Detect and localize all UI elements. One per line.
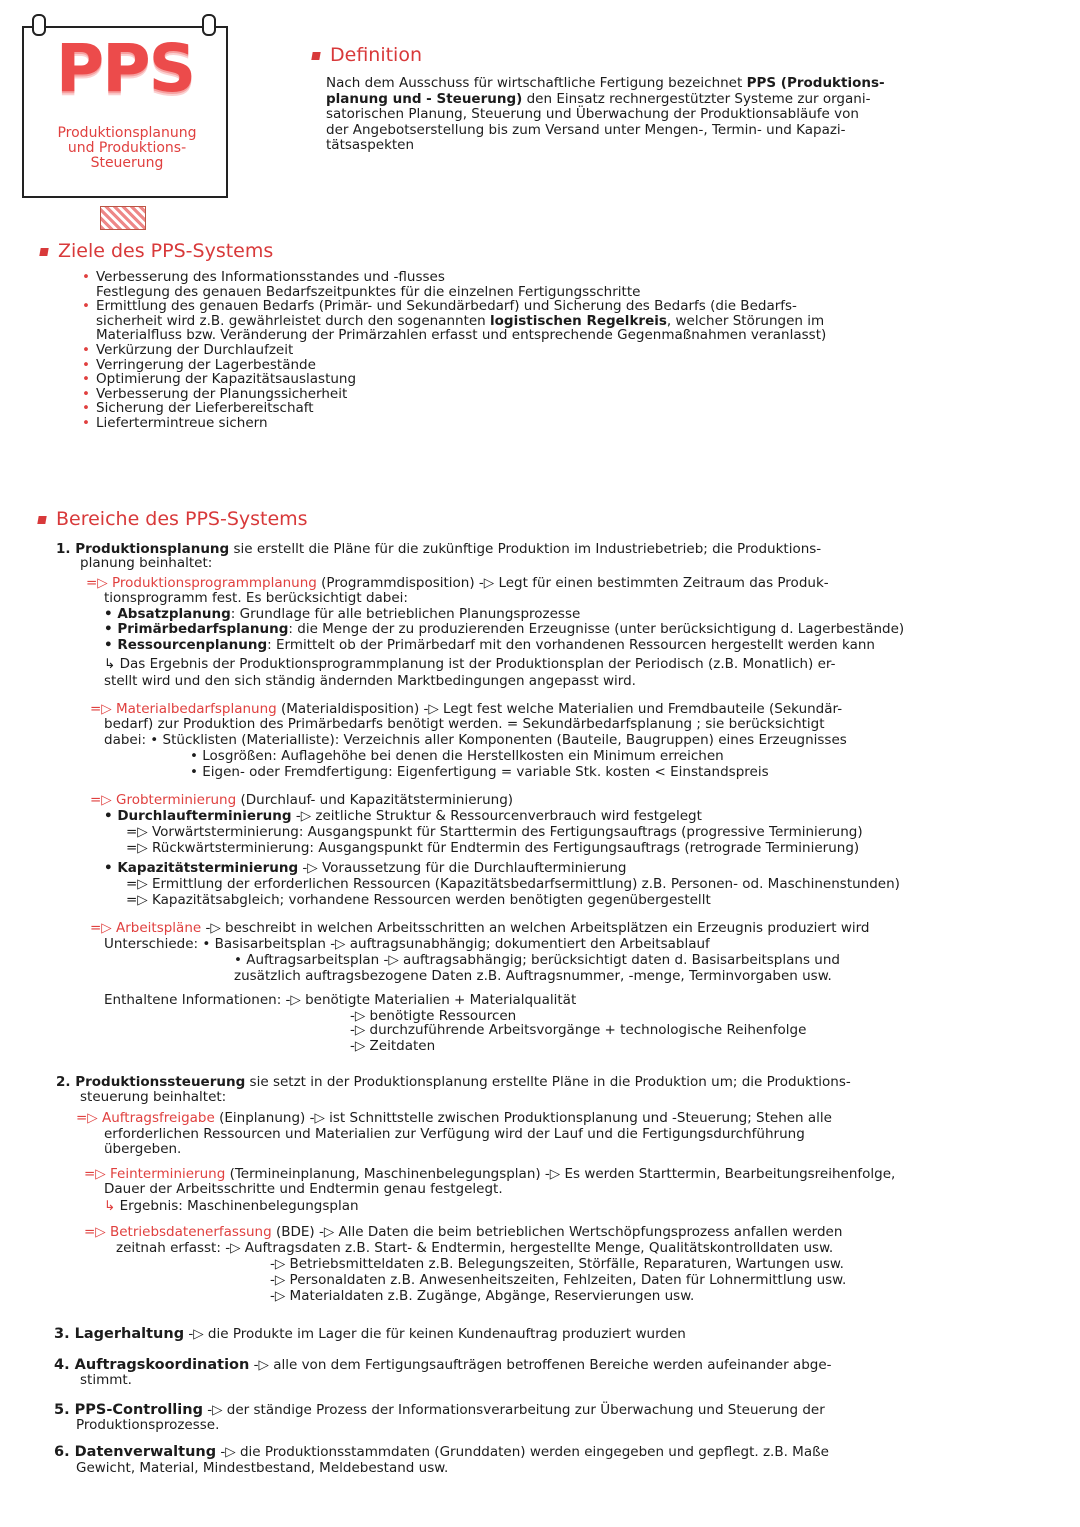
line-text: -▷ Personaldaten z.B. Anwesenheitszeiten, Fehlzeiten, Daten für Lohnermittlung usw.: [270, 1272, 847, 1288]
line-text: zusätzlich auftragsbezogene Daten z.B. Auftragsnummer, -menge, Terminvorgaben usw.: [234, 968, 832, 984]
red-label: =▷ Auftragsfreigabe: [76, 1110, 215, 1126]
rest-line: [54, 1402, 825, 1418]
bullet-dot-icon: •: [82, 341, 90, 358]
ziel-text: Liefertermintreue sichern: [96, 414, 268, 431]
ziel-text: sicherheit wird z.B. gewährleistet durch den sogenannten: [96, 312, 491, 329]
ziele-heading: [40, 240, 273, 262]
tape-icon: [100, 206, 146, 230]
rest-line: [54, 1357, 832, 1373]
line-text: : Grundlage für alle betrieblichen Planungsprozesse: [230, 606, 581, 622]
bereiche-line: [126, 892, 711, 908]
bullet-dot-icon: •: [82, 269, 90, 285]
bereiche-line: [104, 637, 875, 653]
ziel-item: [82, 299, 1062, 314]
line-text: übergeben.: [104, 1141, 182, 1157]
bold-label: • Durchlaufterminierung: [104, 808, 292, 824]
line-text: =▷ Rückwärtsterminierung: Ausgangspunkt für Endtermin des Fertigungsauftrags (retrograde Terminierung): [126, 840, 860, 856]
rest-line: [76, 1460, 448, 1476]
line-text: sie erstellt die Pläne für die zukünftige Produktion im Industriebetrieb; die Produktions-: [229, 541, 822, 557]
bereiche-line: [104, 808, 702, 824]
ziel-bold: logistischen Regelkreis: [490, 312, 667, 329]
line-text: ↳ Das Ergebnis der Produktionsprogrammplanung ist der Produktionsplan der Periodisch (z.B. Monatlich) er-: [104, 656, 836, 672]
bereiche-line: [90, 792, 513, 808]
line-text: =▷ Ermittlung der erforderlichen Ressourcen (Kapazitätsbedarfsermittlung) z.B. Personen- od. Maschinenstunden): [126, 876, 900, 892]
line-text: (BDE) -▷ Alle Daten die beim betrieblichen Wertschöpfungsprozess anfallen werden: [271, 1224, 843, 1240]
definition-line: [326, 92, 1066, 108]
line-text: -▷ durchzuführende Arbeitsvorgänge + technologische Reihenfolge: [350, 1022, 807, 1038]
line-text: erforderlichen Ressourcen und Materialien zur Verfügung wird der Lauf und die Fertigungsdurchführung: [104, 1126, 805, 1142]
line-text: -▷ zeitliche Struktur & Ressourcenverbrauch wird festgelegt: [291, 808, 702, 824]
line-text: -▷ Voraussetzung für die Durchlaufterminierung: [298, 860, 627, 876]
definition-text: Nach dem Ausschuss für wirtschaftliche Fertigung bezeichnet: [326, 75, 747, 91]
bereiche-heading-text: Bereiche des PPS-Systems: [56, 508, 308, 530]
line-text: • Losgrößen: Auflagehöhe bei denen die Herstellkosten ein Minimum erreichen: [190, 748, 724, 764]
ziel-text: Verringerung der Lagerbestände: [96, 356, 316, 373]
steuerung-line: [270, 1256, 844, 1272]
ziele-list: [82, 270, 1062, 431]
card-subtitle: [42, 126, 212, 171]
definition-text: den Einsatz rechnergestützter Systeme zur organi-: [522, 90, 871, 107]
ziel-item: [82, 285, 1062, 300]
bullet-dot-icon: •: [82, 385, 90, 402]
bullet-dot-icon: •: [82, 400, 90, 417]
line-text: Produktionsprozesse.: [76, 1417, 220, 1433]
ziel-item: [82, 358, 1062, 373]
rest-line: [76, 1417, 219, 1433]
line-text: Unterschiede: • Basisarbeitsplan -▷ auftragsunabhängig; dokumentiert den Arbeitsablauf: [104, 936, 710, 952]
steuerung-line: [84, 1166, 895, 1182]
bereiche-line: [104, 860, 627, 876]
line-text: =▷ Kapazitätsabgleich; vorhandene Ressourcen werden benötigten gegenübergestellt: [126, 892, 711, 908]
bold-label: 6. Datenverwaltung: [54, 1444, 217, 1460]
bold-label: 4. Auftragskoordination: [54, 1357, 250, 1373]
ziel-item: [82, 270, 1062, 285]
bereiche-line: [190, 748, 724, 764]
line-text: =▷ Vorwärtsterminierung: Ausgangspunkt für Starttermin des Fertigungsauftrags (progressive Terminierung): [126, 824, 863, 840]
line-text: -▷ alle von dem Fertigungsaufträgen betroffenen Bereiche werden aufeinander abge-: [249, 1357, 832, 1373]
bereiche-line: [104, 606, 580, 622]
ziel-text: Ermittlung des genauen Bedarfs (Primär- und Sekundärbedarf) und Sicherung des Bedarfs (die Bedarfs-: [96, 298, 797, 315]
ziel-item: [82, 401, 1062, 416]
ziel-item: [82, 328, 1062, 343]
steuerung-line: [116, 1240, 833, 1256]
line-text: (Einplanung) -▷ ist Schnittstelle zwischen Produktionsplanung und -Steuerung; Stehen alle: [214, 1110, 832, 1126]
bereiche-line: [104, 716, 825, 732]
bereiche-line: [90, 920, 870, 936]
square-bullet-icon: [37, 516, 46, 524]
line-text: stellt wird und den sich ständig ändernden Marktbedingungen angepasst wird.: [104, 673, 636, 689]
steuerung-line: [80, 1089, 226, 1105]
definition-line: [326, 107, 1066, 123]
ziel-item: [82, 314, 1062, 329]
bullet-dot-icon: •: [82, 298, 90, 315]
line-text: zeitnah erfasst: -▷ Auftragsdaten z.B. Start- & Endtermin, hergestellte Menge, Qualitätskontrolldaten usw.: [116, 1240, 834, 1256]
bereiche-line: [234, 968, 832, 984]
bold-label: • Ressourcenplanung: [104, 637, 268, 653]
rest-line: [54, 1326, 686, 1342]
bullet-dot-icon: •: [82, 371, 90, 388]
bereiche-heading: [38, 508, 308, 530]
card-subtitle-line: Steuerung: [90, 155, 164, 171]
steuerung-line: [84, 1224, 842, 1240]
ziel-text: Optimierung der Kapazitätsauslastung: [96, 371, 357, 388]
bereiche-line: [90, 701, 842, 717]
ziel-text: Festlegung des genauen Bedarfszeitpunktes für die einzelnen Fertigungsschritte: [96, 283, 641, 300]
ziele-heading-text: Ziele des PPS-Systems: [58, 240, 274, 262]
square-bullet-icon: [311, 52, 320, 60]
steuerung-line: [104, 1181, 503, 1197]
bereiche-line: [104, 656, 835, 672]
ring-icon: [32, 14, 46, 36]
line-text: Dauer der Arbeitsschritte und Endtermin genau festgelegt.: [104, 1181, 503, 1197]
line-text: • Eigen- oder Fremdfertigung: Eigenfertigung = variable Stk. kosten < Einstandspreis: [190, 764, 769, 780]
line-text: : die Menge der zu produzierenden Erzeugnisse (unter berücksichtigung d. Lagerbestände): [288, 621, 905, 637]
line-text: planung beinhaltet:: [80, 555, 213, 571]
bereiche-line: [350, 1038, 435, 1054]
bereiche-line: [234, 952, 840, 968]
bold-label: 1. Produktionsplanung: [56, 541, 230, 557]
card-subtitle-line: Produktionsplanung: [57, 125, 197, 141]
bereiche-line: [350, 1022, 806, 1038]
ziel-text: Sicherung der Lieferbereitschaft: [96, 400, 314, 417]
line-text: Enthaltene Informationen: -▷ benötigte Materialien + Materialqualität: [104, 992, 577, 1008]
title-card: [22, 26, 228, 198]
bereiche-line: [104, 673, 636, 689]
definition-text: satorischen Planung, Steuerung und Überwachung der Produktionsabläufe von: [326, 106, 859, 122]
bold-label: 2. Produktionssteuerung: [56, 1074, 246, 1090]
ziel-text: Verbesserung des Informationsstandes und -flusses: [96, 269, 445, 285]
ziel-text: , welcher Störungen im: [666, 312, 825, 329]
bereiche-line: [104, 732, 847, 748]
definition-heading-text: Definition: [330, 44, 423, 66]
bullet-dot-icon: •: [82, 414, 90, 431]
line-text: • Auftragsarbeitsplan -▷ auftragsabhängig; berücksichtigt daten d. Basisarbeitsplans und: [234, 952, 840, 968]
steuerung-line: [104, 1141, 181, 1157]
bereiche-line: [126, 876, 900, 892]
line-text: (Durchlauf- und Kapazitätsterminierung): [236, 792, 514, 808]
card-title: PPS: [55, 30, 195, 107]
definition-text: der Angebotserstellung bis zum Versand unter Mengen-, Termin- und Kapazi-: [326, 121, 846, 138]
ziel-text: Materialfluss bzw. Veränderung der Primärzahlen erfasst und entsprechende Gegenmaßnahmen veranlasst): [96, 327, 827, 344]
line-text: -▷ beschreibt in welchen Arbeitsschritten an welchen Arbeitsplätzen ein Erzeugnis produziert wird: [201, 920, 870, 936]
bullet-dot-icon: •: [82, 356, 90, 373]
steuerung-line: [76, 1110, 832, 1126]
line-text: bedarf) zur Produktion des Primärbedarfs benötigt werden. = Sekundärbedarfsplanung ; sie berücksichtigt: [104, 716, 825, 732]
steuerung-line: [270, 1288, 694, 1304]
line-text: -▷ Betriebsmitteldaten z.B. Belegungszeiten, Störfälle, Reparaturen, Wartungen usw.: [270, 1256, 844, 1272]
bereiche-line: [126, 840, 859, 856]
red-label: =▷ Materialbedarfsplanung: [90, 701, 277, 717]
line-text: -▷ der ständige Prozess der Informationsverarbeitung zur Überwachung und Steuerung der: [202, 1402, 825, 1418]
steuerung-line: [270, 1272, 846, 1288]
bereiche-line: [86, 575, 829, 591]
rest-line: [54, 1444, 829, 1460]
line-text: : Ermittelt ob der Primärbedarf mit den vorhandenen Ressourcen hergestellt werden kann: [267, 637, 875, 653]
bereiche-line: [190, 764, 769, 780]
line-text: -▷ die Produktionsstammdaten (Grunddaten) werden eingegeben und gepflegt. z.B. Maße: [216, 1444, 829, 1460]
red-label: =▷ Feinterminierung: [84, 1166, 226, 1182]
bereiche-line: [104, 992, 576, 1008]
red-label: =▷ Betriebsdatenerfassung: [84, 1224, 272, 1240]
definition-line: [326, 138, 1066, 154]
line-text: (Programmdisposition) -▷ Legt für einen bestimmten Zeitraum das Produk-: [316, 575, 829, 591]
definition-line: [326, 76, 1066, 92]
definition-heading: [312, 44, 422, 66]
ring-icon: [202, 14, 216, 36]
steuerung-line: [104, 1198, 359, 1214]
line-text: Gewicht, Material, Mindestbestand, Meldebestand usw.: [76, 1460, 449, 1476]
bereiche-line: [104, 936, 710, 952]
bold-label: • Primärbedarfsplanung: [104, 621, 289, 637]
ziel-item: [82, 387, 1062, 402]
ziel-text: Verbesserung der Planungssicherheit: [96, 385, 348, 402]
line-text: -▷ Zeitdaten: [350, 1038, 436, 1054]
line-text: steuerung beinhaltet:: [80, 1089, 227, 1105]
square-bullet-icon: [39, 248, 48, 256]
line-text: dabei: • Stücklisten (Materialliste): Verzeichnis aller Komponenten (Bauteile, Baugruppen) eines Erzeugnisses: [104, 732, 847, 748]
rest-line: [80, 1372, 132, 1388]
line-text: (Materialdisposition) -▷ Legt fest welche Materialien und Fremdbauteile (Sekundär-: [276, 701, 843, 717]
line-text: -▷ die Produkte im Lager die für keinen Kundenauftrag produziert wurden: [184, 1326, 686, 1342]
ziel-item: [82, 372, 1062, 387]
definition-line: [326, 123, 1066, 139]
bold-label: • Absatzplanung: [104, 606, 231, 622]
bold-label: 5. PPS-Controlling: [54, 1402, 203, 1418]
red-label: =▷ Arbeitspläne: [90, 920, 202, 936]
line-text: -▷ benötigte Ressourcen: [350, 1008, 517, 1024]
red-label: ↳: [104, 1198, 116, 1214]
line-text: Ergebnis: Maschinenbelegungsplan: [115, 1198, 359, 1214]
bold-label: 3. Lagerhaltung: [54, 1326, 185, 1342]
bereiche-line: [80, 555, 212, 571]
line-text: (Termineinplanung, Maschinenbelegungsplan) -▷ Es werden Starttermin, Bearbeitungsreihenfolge,: [225, 1166, 896, 1182]
steuerung-line: [56, 1074, 851, 1090]
bereiche-line: [104, 621, 904, 637]
red-label: =▷ Produktionsprogrammplanung: [86, 575, 317, 591]
bold-label: • Kapazitätsterminierung: [104, 860, 299, 876]
bereiche-line: [126, 824, 863, 840]
bereiche-line: [104, 590, 408, 606]
definition-bold: PPS (Produktions-: [746, 75, 885, 91]
definition-body: [326, 76, 1066, 154]
line-text: -▷ Materialdaten z.B. Zugänge, Abgänge, Reservierungen usw.: [270, 1288, 695, 1304]
ziel-text: Verkürzung der Durchlaufzeit: [96, 341, 294, 358]
definition-bold: planung und - Steuerung): [326, 90, 523, 107]
card-subtitle-line: und Produktions-: [67, 140, 187, 156]
steuerung-line: [104, 1126, 805, 1142]
ziel-item: [82, 343, 1062, 358]
definition-text: tätsaspekten: [326, 137, 415, 153]
red-label: =▷ Grobterminierung: [90, 792, 237, 808]
line-text: tionsprogramm fest. Es berücksichtigt dabei:: [104, 590, 408, 606]
line-text: sie setzt in der Produktionsplanung erstellte Pläne in die Produktion um; die Produktions-: [245, 1074, 851, 1090]
line-text: stimmt.: [80, 1372, 132, 1388]
ziel-item: [82, 416, 1062, 431]
